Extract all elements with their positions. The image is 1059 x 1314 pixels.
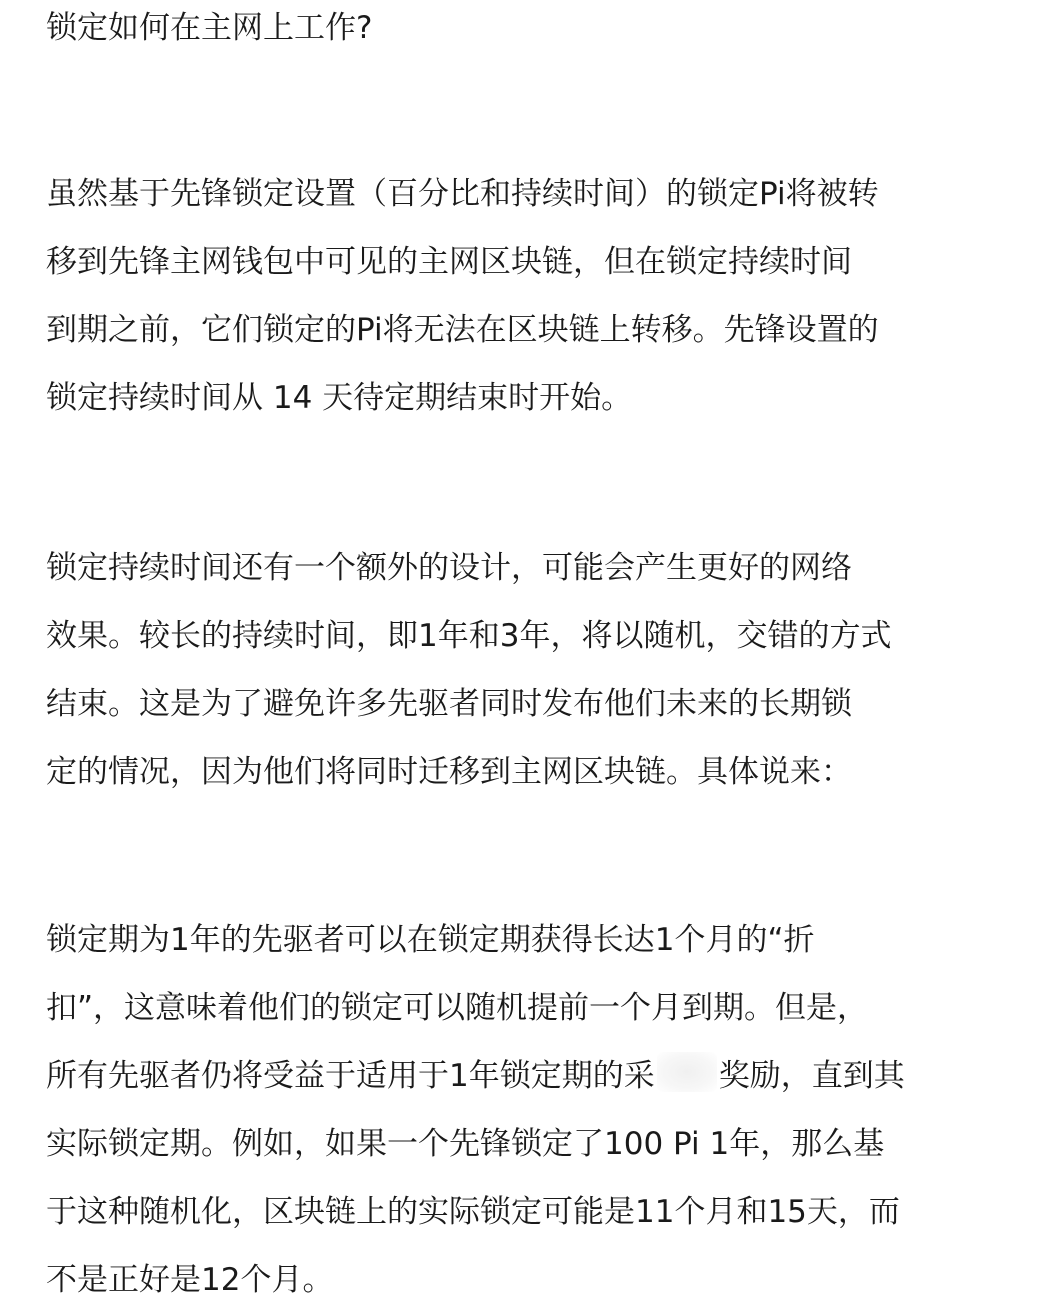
- paragraph-one-year-discount: [46, 906, 905, 1314]
- paragraph-line: 实际锁定期。例如，如果一个先锋锁定了100 Pi 1年，那么基: [46, 1126, 885, 1162]
- paragraph-line: 锁定持续时间从 14 天待定期结束时开始。: [46, 380, 633, 416]
- paragraph-line: 于这种随机化，区块链上的实际锁定可能是11个月和15天，而: [46, 1194, 900, 1230]
- paragraph-line: 扣”，这意味着他们的锁定可以随机提前一个月到期。但是，: [46, 990, 869, 1026]
- line-text-before-smudge: 所有先驱者仍将受益于适用于1年锁定期的采: [46, 1058, 655, 1094]
- paragraph-line: 虽然基于先锋锁定设置（百分比和持续时间）的锁定Pi将被转: [46, 176, 879, 212]
- paragraph-line: 不是正好是12个月。: [46, 1262, 334, 1298]
- paragraph-line: 锁定期为1年的先驱者可以在锁定期获得长达1个月的“折: [46, 922, 815, 958]
- paragraph-line: 定的情况，因为他们将同时迁移到主网区块链。具体说来：: [46, 754, 852, 790]
- article-heading: 锁定如何在主网上工作?: [46, 10, 373, 46]
- paragraph-line: 移到先锋主网钱包中可见的主网区块链，但在锁定持续时间: [46, 244, 852, 280]
- paragraph-line: 锁定持续时间还有一个额外的设计，可能会产生更好的网络: [46, 550, 852, 586]
- image-smudge: [657, 1052, 717, 1092]
- paragraph-line: 到期之前，它们锁定的Pi将无法在区块链上转移。先锋设置的: [46, 312, 879, 348]
- line-text-after-smudge: 奖励，直到其: [718, 1058, 905, 1094]
- paragraph-staggered-design: [46, 534, 891, 806]
- paragraph-line-with-smudge: [46, 1042, 905, 1110]
- paragraph-line: 效果。较长的持续时间，即1年和3年，将以随机，交错的方式: [46, 618, 892, 654]
- paragraph-lockup-transfer: [46, 160, 879, 432]
- paragraph-line: 结束。这是为了避免许多先驱者同时发布他们未来的长期锁: [46, 686, 852, 722]
